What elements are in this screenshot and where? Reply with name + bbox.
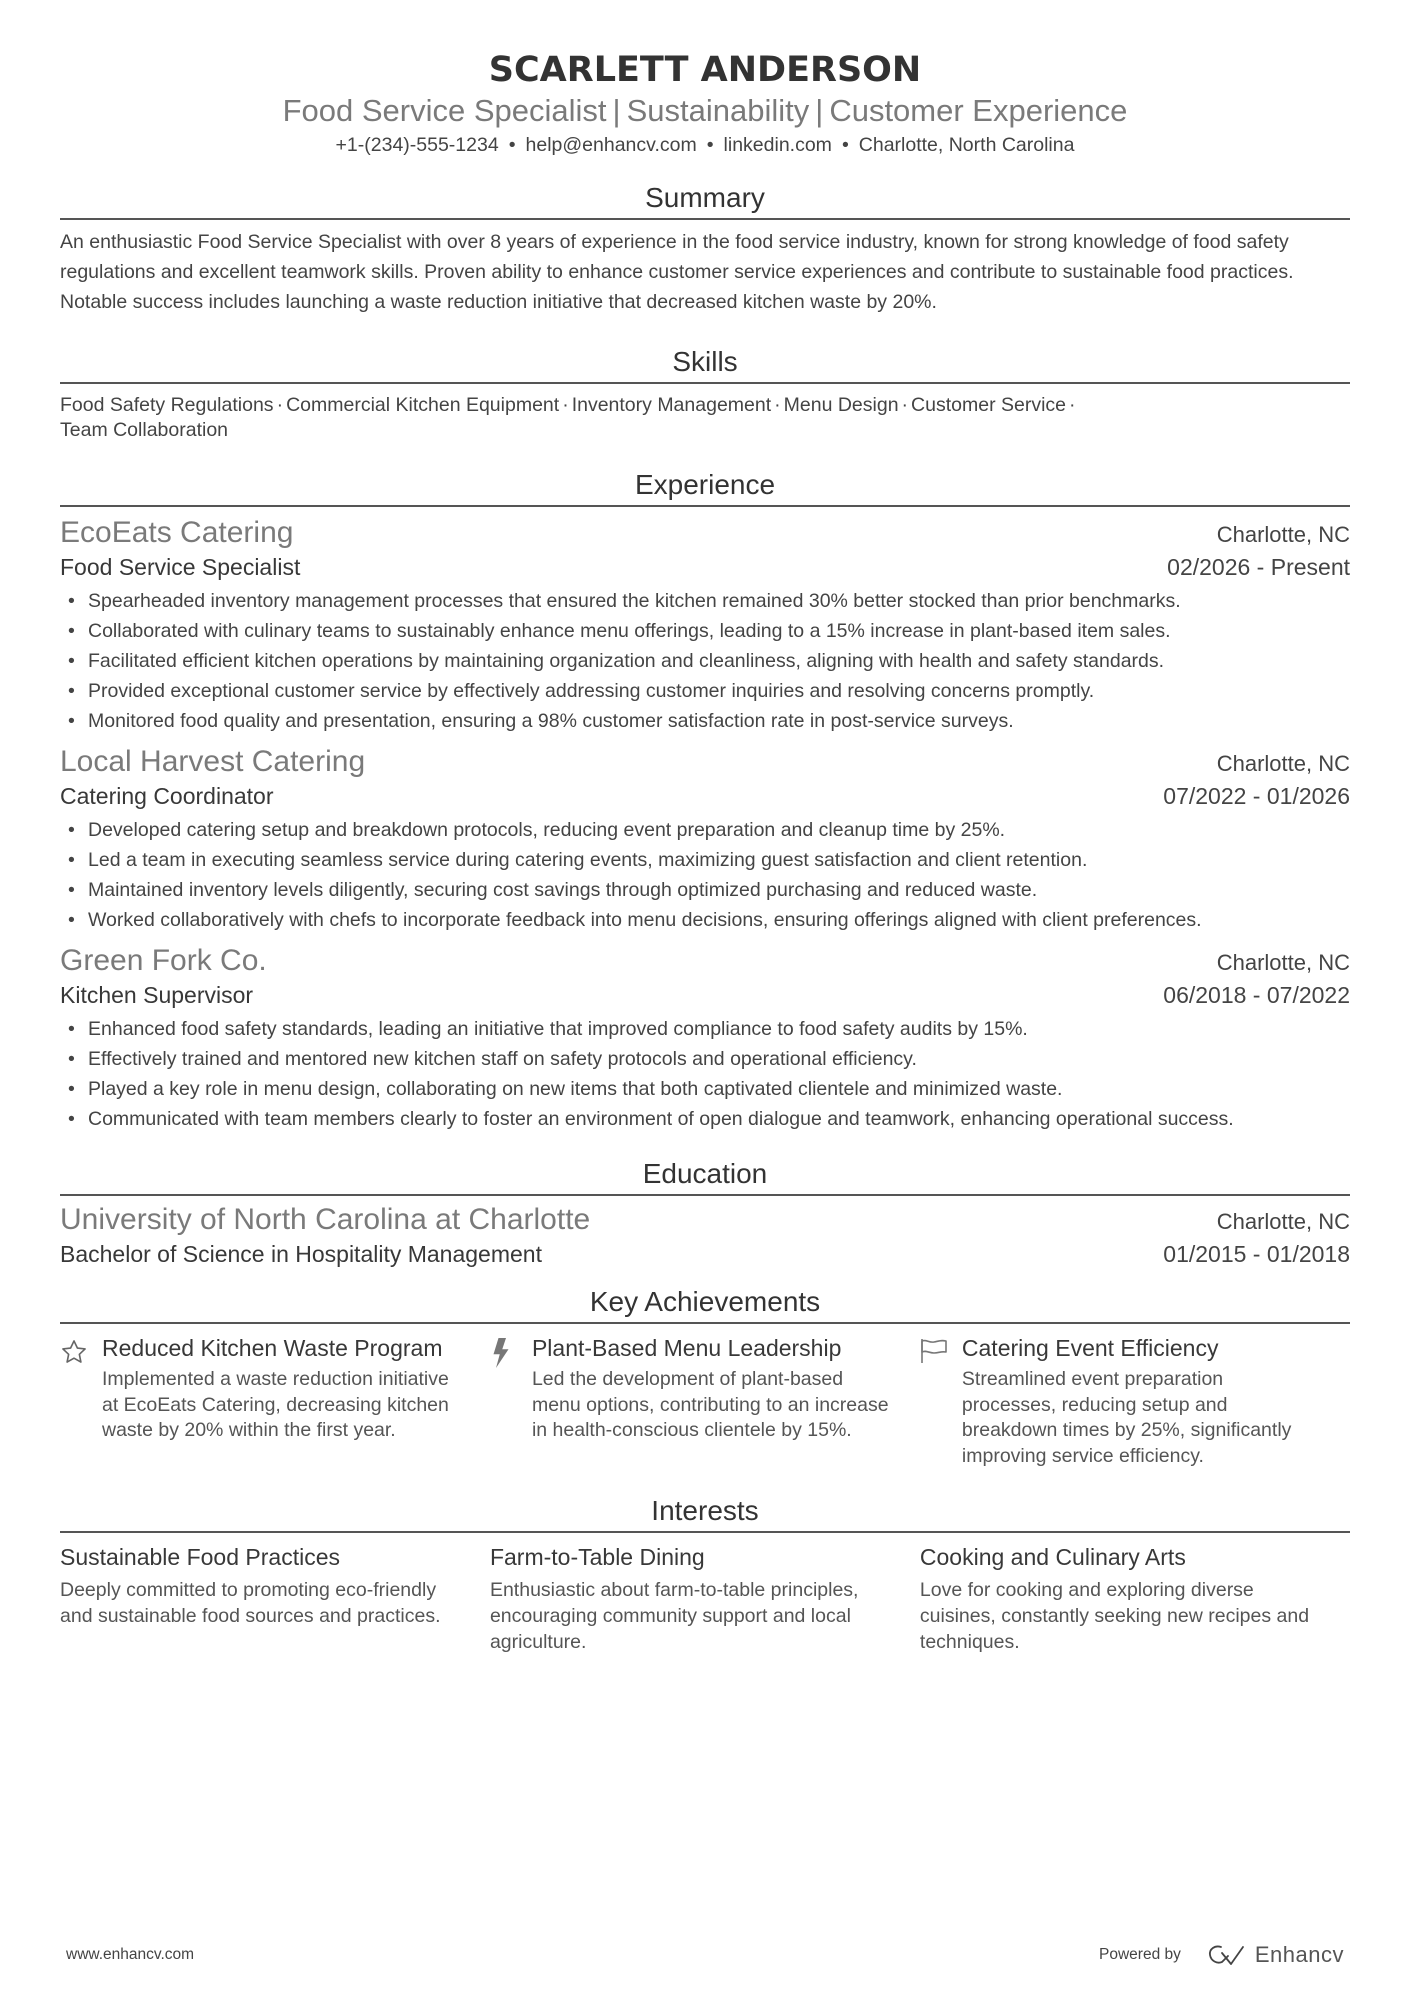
section-title: Education [60, 1156, 1350, 1196]
contact-info [60, 132, 1350, 158]
candidate-name: SCARLETT ANDERSON [488, 50, 922, 90]
achievement-title: Plant-Based Menu Leadership [531, 1335, 842, 1361]
experience-entry [60, 515, 1350, 736]
headline-item: Customer Experience [829, 93, 1128, 128]
powered-by [1099, 1942, 1344, 1968]
headline-separator: | [815, 93, 824, 128]
bullet-item: • Facilitated efficient kitchen operations by maintaining organization and cleanliness, aligning with health and safety standards. [60, 646, 1350, 676]
achievements-section [60, 1284, 1350, 1469]
school-location: Charlotte, NC [1216, 1209, 1350, 1234]
skill-item: Customer Service [911, 394, 1067, 416]
job-location: Charlotte, NC [1216, 751, 1350, 776]
interests-section [60, 1493, 1350, 1655]
bullet-item: • Effectively trained and mentored new kitchen staff on safety protocols and operational efficiency. [60, 1044, 1350, 1074]
section-title: Interests [60, 1493, 1350, 1533]
section-title: Skills [60, 344, 1350, 384]
contact-separator: • [706, 134, 714, 156]
job-title: Food Service Specialist [60, 554, 301, 580]
school-name: University of North Carolina at Charlotte [60, 1203, 591, 1236]
location: Charlotte, North Carolina [858, 134, 1075, 156]
education-entry [60, 1202, 1350, 1270]
interest-description: Love for cooking and exploring diverse cuisines, constantly seeking new recipes and techniques. [919, 1579, 1310, 1653]
experience-section [60, 467, 1350, 1134]
powered-by-label: Powered by [1099, 1946, 1181, 1963]
bullet-item: • Worked collaboratively with chefs to incorporate feedback into menu decisions, ensuring offerings aligned with client preferences. [60, 905, 1350, 935]
interest-description: Deeply committed to promoting eco-friendly and sustainable food sources and practices. [60, 1579, 441, 1627]
section-title: Experience [60, 467, 1350, 507]
skill-item: Food Safety Regulations [60, 394, 274, 416]
job-title: Catering Coordinator [60, 783, 274, 809]
job-location: Charlotte, NC [1216, 950, 1350, 975]
flag-icon [920, 1334, 962, 1469]
interest-title: Cooking and Culinary Arts [919, 1544, 1186, 1570]
enhancv-logo[interactable] [1207, 1942, 1344, 1968]
skill-separator: · [1069, 394, 1076, 416]
website-link[interactable]: www.enhancv.com [66, 1946, 195, 1963]
contact-separator: • [508, 134, 516, 156]
achievement-description: Led the development of plant-based menu options, contributing to an increase in health-conscious clientele by 15%. [531, 1368, 889, 1441]
star-icon [60, 1334, 102, 1469]
skill-separator: · [276, 394, 284, 416]
skills-section [60, 344, 1350, 443]
interest-title: Sustainable Food Practices [60, 1544, 340, 1570]
achievement-item [920, 1334, 1350, 1469]
achievement-description: Streamlined event preparation processes, reducing setup and breakdown times by 25%, significantly improving service efficiency. [961, 1368, 1292, 1467]
bullet-list [60, 1014, 1350, 1134]
achievement-item [60, 1334, 490, 1469]
phone: +1-(234)-555-1234 [335, 134, 499, 156]
skill-separator: · [774, 394, 781, 416]
skill-separator: · [562, 394, 569, 416]
company-name: Local Harvest Catering [60, 745, 366, 778]
headline [60, 92, 1350, 130]
bullet-item: • Collaborated with culinary teams to sustainably enhance menu offerings, leading to a 15% increase in plant-based item sales. [60, 616, 1350, 646]
resume-header [60, 0, 1350, 158]
job-title: Kitchen Supervisor [60, 982, 254, 1008]
bullet-item: • Monitored food quality and presentation, ensuring a 98% customer satisfaction rate in post-service surveys. [60, 706, 1350, 736]
job-dates: 06/2018 - 07/2022 [1163, 982, 1350, 1008]
section-title: Key Achievements [60, 1284, 1350, 1324]
experience-entry [60, 943, 1350, 1134]
bullet-list [60, 586, 1350, 736]
linkedin-link[interactable]: linkedin.com [723, 134, 832, 156]
job-dates: 07/2022 - 01/2026 [1163, 783, 1350, 809]
bullet-item: • Played a key role in menu design, collaborating on new items that both captivated clientele and minimized waste. [60, 1074, 1350, 1104]
contact-separator: • [841, 134, 849, 156]
degree: Bachelor of Science in Hospitality Management [60, 1241, 542, 1267]
skill-item: Team Collaboration [60, 419, 229, 441]
job-dates: 02/2026 - Present [1167, 554, 1350, 580]
achievement-title: Reduced Kitchen Waste Program [102, 1335, 443, 1361]
footer [66, 1942, 1344, 1968]
education-section [60, 1156, 1350, 1270]
summary-section [60, 180, 1350, 317]
achievement-description: Implemented a waste reduction initiative at EcoEats Catering, decreasing kitchen waste by 20% within the first year. [102, 1368, 449, 1441]
skill-separator: · [901, 394, 909, 416]
bullet-item: • Provided exceptional customer service by effectively addressing customer inquiries and resolving concerns promptly. [60, 676, 1350, 706]
interest-description: Enthusiastic about farm-to-table principles, encouraging community support and local agriculture. [489, 1579, 859, 1653]
bullet-item: • Developed catering setup and breakdown protocols, reducing event preparation and cleanup time by 25%. [60, 815, 1350, 845]
bullet-item: • Enhanced food safety standards, leading an initiative that improved compliance to food safety audits by 15%. [60, 1014, 1350, 1044]
interests-grid [60, 1541, 1350, 1655]
skill-item: Commercial Kitchen Equipment [286, 394, 560, 416]
skill-item: Inventory Management [571, 394, 772, 416]
bullet-item: • Spearheaded inventory management processes that ensured the kitchen remained 30% better stocked than prior benchmarks. [60, 586, 1350, 616]
interest-item [920, 1541, 1350, 1655]
bullet-item: • Maintained inventory levels diligently, securing cost savings through optimized purchasing and reduced waste. [60, 875, 1350, 905]
email-link[interactable]: help@enhancv.com [525, 134, 697, 156]
bullet-item: • Communicated with team members clearly to foster an environment of open dialogue and teamwork, enhancing operational success. [60, 1104, 1350, 1134]
achievement-item [490, 1334, 920, 1469]
interest-item [60, 1541, 490, 1655]
company-name: Green Fork Co. [60, 944, 267, 977]
headline-item: Food Service Specialist [282, 93, 607, 128]
section-title: Summary [60, 180, 1350, 220]
bullet-item: • Led a team in executing seamless service during catering events, maximizing guest satisfaction and client retention. [60, 845, 1350, 875]
achievements-grid [60, 1334, 1350, 1469]
achievement-title: Catering Event Efficiency [961, 1335, 1219, 1361]
bullet-list [60, 815, 1350, 935]
lightning-icon [490, 1334, 532, 1469]
interest-item [490, 1541, 920, 1655]
headline-item: Sustainability [626, 93, 810, 128]
summary-text: An enthusiastic Food Service Specialist with over 8 years of experience in the food service industry, known for strong knowledge of food safety regulations and excellent teamwork skills. Proven ability to enhance customer service experiences and contribute to sustainable food practices. Notable success includes launching a waste reduction initiative that decreased kitchen waste by 20%. [60, 231, 1294, 313]
experience-entry [60, 744, 1350, 935]
headline-separator: | [612, 93, 621, 128]
job-location: Charlotte, NC [1216, 522, 1350, 547]
education-dates: 01/2015 - 01/2018 [1163, 1241, 1350, 1267]
brand-name: Enhancv [1254, 1942, 1344, 1967]
skill-item: Menu Design [783, 394, 899, 416]
skills-list [60, 393, 1350, 443]
enhancv-logo-icon [1207, 1944, 1247, 1966]
company-name: EcoEats Catering [60, 516, 294, 549]
interest-title: Farm-to-Table Dining [489, 1544, 705, 1570]
